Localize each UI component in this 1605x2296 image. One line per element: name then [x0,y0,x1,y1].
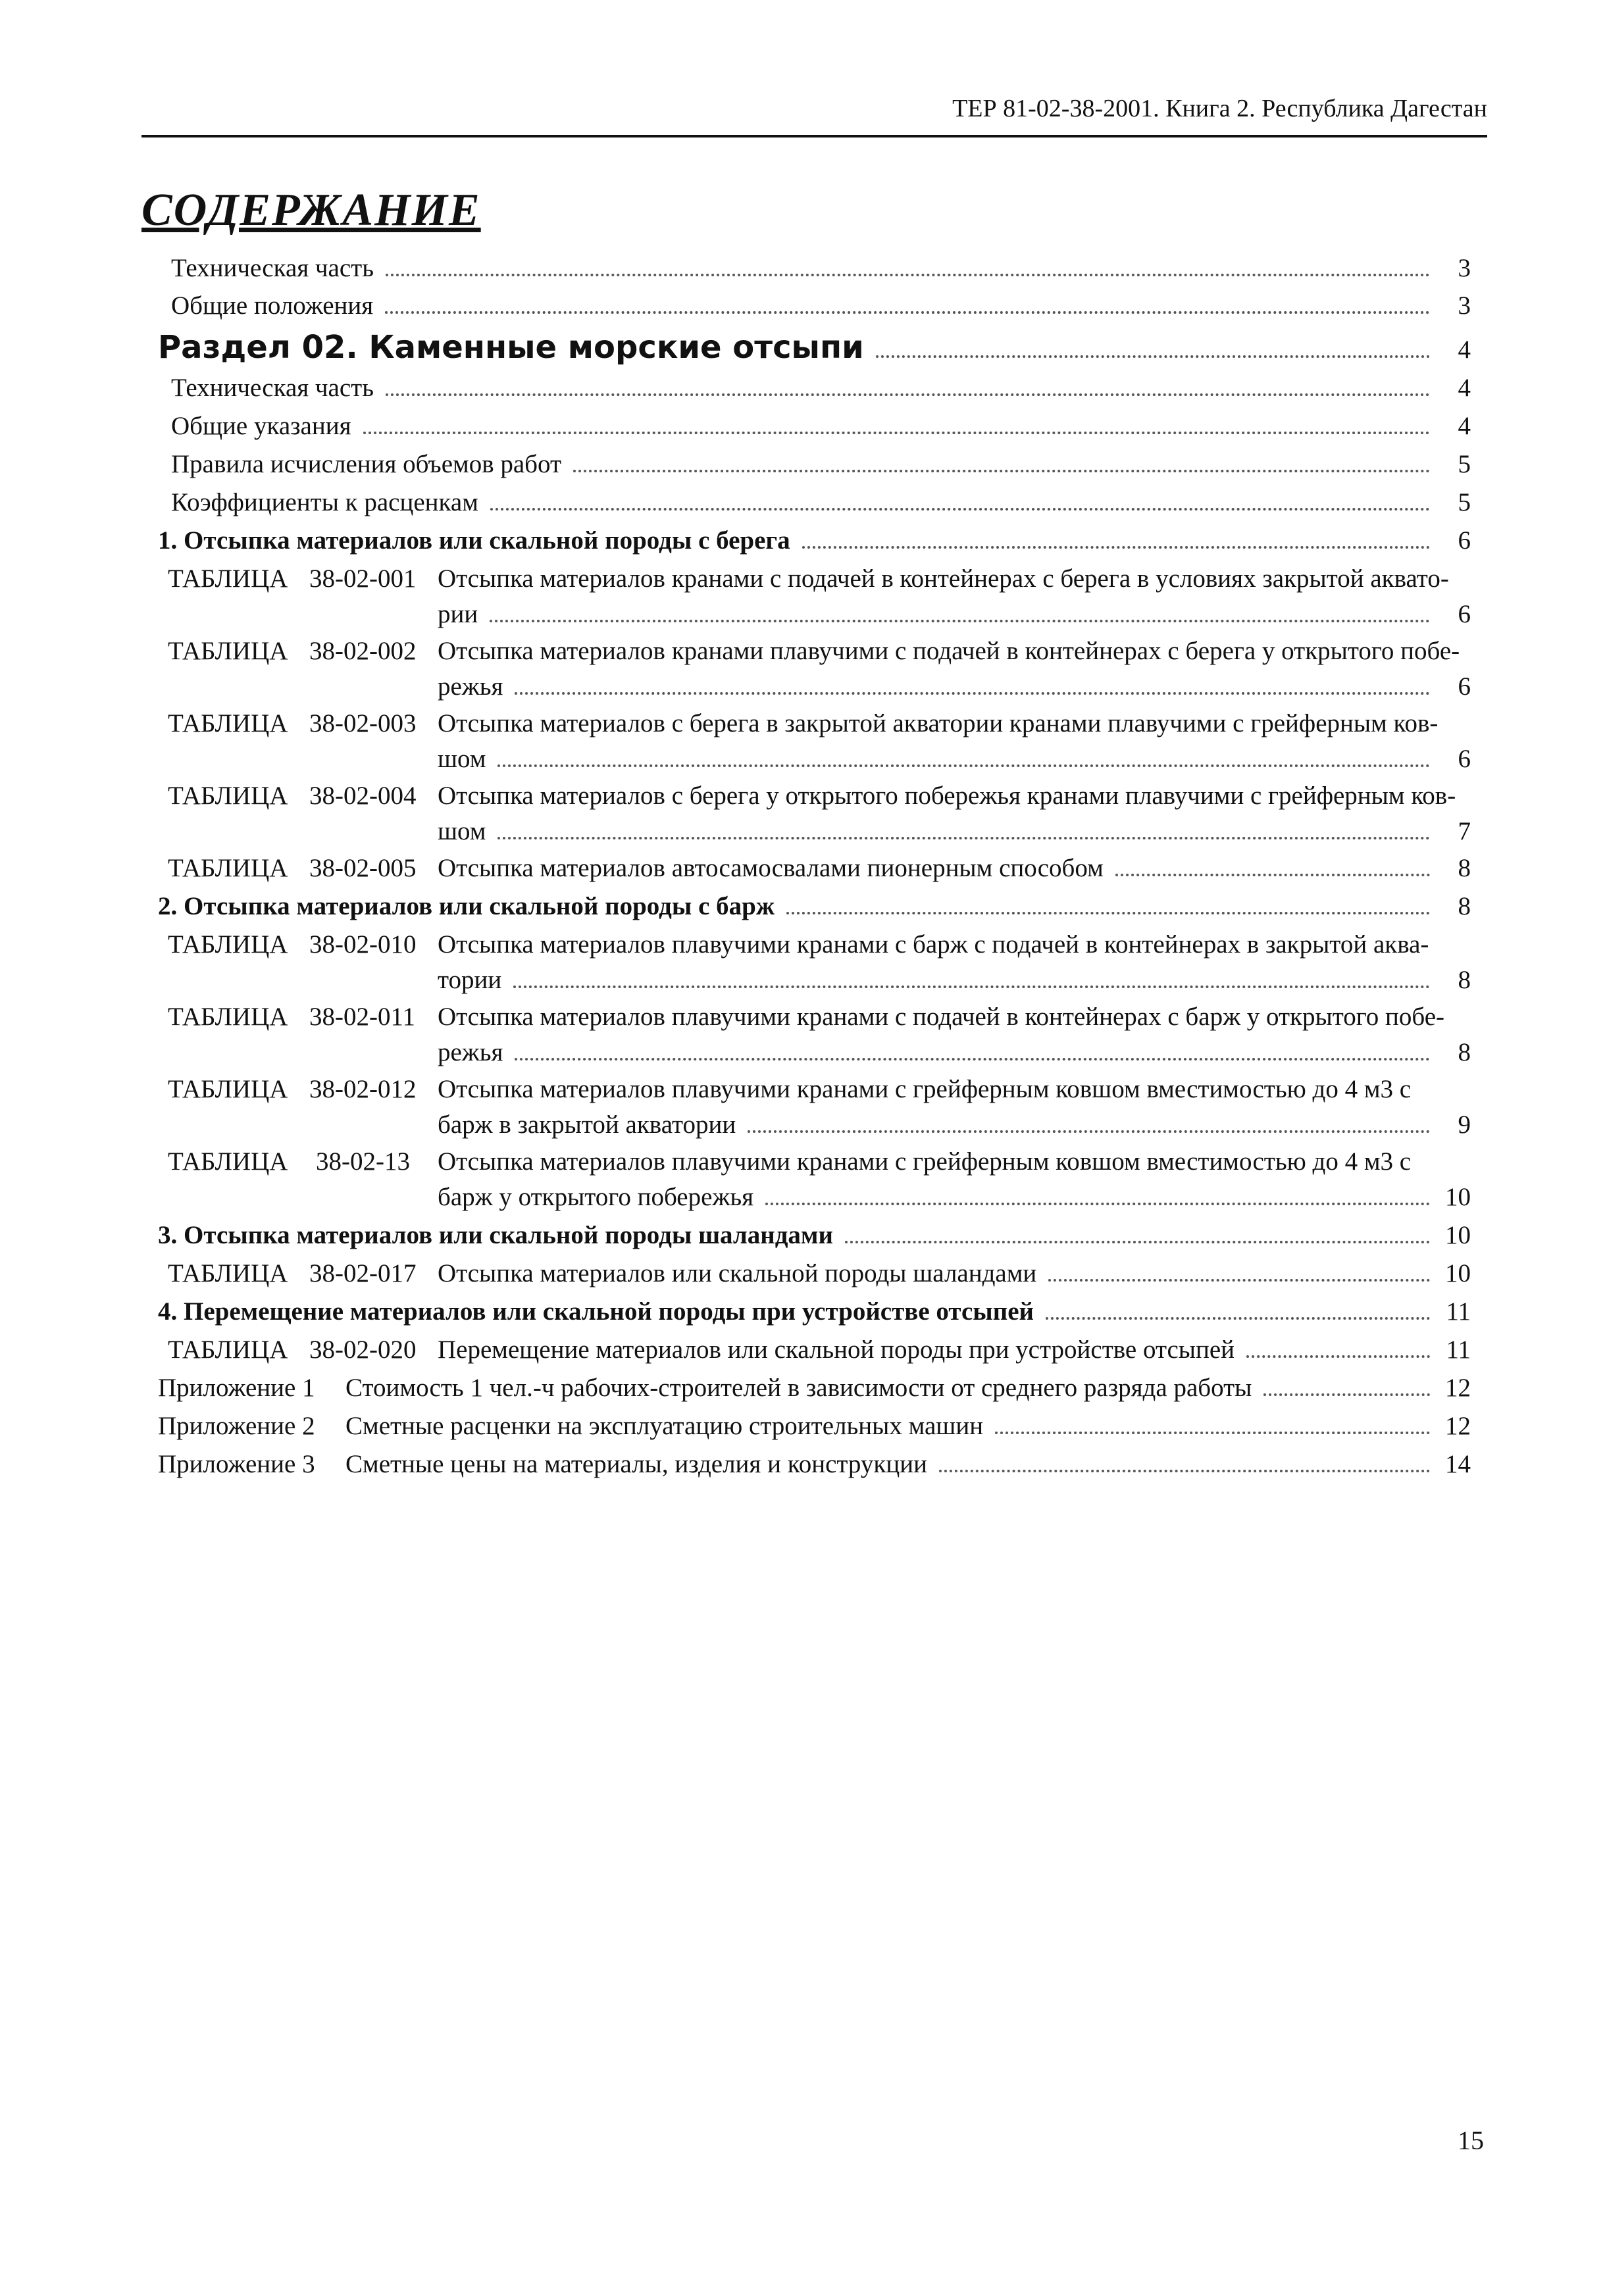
table-code: 38-02-13 [316,1147,410,1176]
table-prefix: ТАБЛИЦА [168,1335,288,1364]
table-title-line2: тории 8 [438,966,1471,994]
table-code: 38-02-017 [309,1259,417,1287]
table-prefix: ТАБЛИЦА [168,709,288,737]
table-prefix: ТАБЛИЦА [168,1259,288,1287]
running-header: ТЕР 81-02-38-2001. Книга 2. Республика Дагестан [141,82,1487,137]
page-number: 15 [1458,2126,1484,2155]
toc-entry: Общие указания 4 [171,412,1471,440]
table-code: 38-02-003 [309,709,417,737]
table-title-line2: шом 6 [438,745,1471,773]
table-prefix: ТАБЛИЦА [168,1075,288,1103]
toc-entry: Техническая часть 4 [171,374,1471,402]
table-prefix: ТАБЛИЦА [168,782,288,810]
table-title-line1: Отсыпка материалов кранами плавучими с подачей в контейнерах с берега у открытого побе- [438,637,1460,665]
page-title: СОДЕРЖАНИЕ [141,185,481,236]
table-title-line2: режья 8 [438,1038,1471,1066]
table-title-line2: режья 6 [438,672,1471,701]
appendix-entry: Стоимость 1 чел.-ч рабочих-строителей в зависимости от среднего разряда работы 12 [345,1374,1471,1402]
toc-subsection: 1. Отсыпка материалов или скальной породы с берега 6 [158,526,1471,555]
table-title-line1: Отсыпка материалов плавучими кранами с барж с подачей в контейнерах в закрытой аква- [438,930,1429,959]
toc-section-heading: Раздел 02. Каменные морские отсыпи 4 [158,329,1471,366]
table-title-line1: Отсыпка материалов с берега в закрытой акватории кранами плавучими с грейферным ков- [438,709,1439,737]
table-prefix: ТАБЛИЦА [168,1003,288,1031]
appendix-entry: Сметные расценки на эксплуатацию строительных машин 12 [345,1412,1471,1440]
toc-entry: Общие положения 3 [171,291,1471,320]
appendix-label: Приложение 1 [158,1374,315,1402]
table-prefix: ТАБЛИЦА [168,854,288,882]
table-title-line2: Перемещение материалов или скальной породы при устройстве отсыпей 11 [438,1335,1471,1364]
table-code: 38-02-005 [309,854,417,882]
appendix-label: Приложение 2 [158,1412,315,1440]
table-title-line1: Отсыпка материалов с берега у открытого побережья кранами плавучими с грейферным ков- [438,782,1456,810]
table-prefix: ТАБЛИЦА [168,637,288,665]
table-code: 38-02-004 [309,782,417,810]
appendix-entry: Сметные цены на материалы, изделия и конструкции 14 [345,1450,1471,1478]
table-title-line2: барж в закрытой акватории 9 [438,1111,1471,1139]
appendix-label: Приложение 3 [158,1450,315,1478]
table-code: 38-02-002 [309,637,417,665]
table-prefix: ТАБЛИЦА [168,1147,288,1176]
table-title-line2: шом 7 [438,817,1471,845]
table-title-line2: барж у открытого побережья 10 [438,1183,1471,1211]
table-code: 38-02-012 [309,1075,417,1103]
table-code: 38-02-010 [309,930,417,959]
table-title-line1: Отсыпка материалов кранами с подачей в контейнерах с берега в условиях закрытой аквато- [438,564,1449,593]
table-code: 38-02-001 [309,564,417,593]
table-title-line2: рии 6 [438,600,1471,628]
table-code: 38-02-020 [309,1335,417,1364]
table-prefix: ТАБЛИЦА [168,564,288,593]
table-title-line1: Отсыпка материалов плавучими кранами с подачей в контейнерах с барж у открытого побе- [438,1003,1445,1031]
table-title-line1: Отсыпка материалов плавучими кранами с грейферным ковшом вместимостью до 4 м3 с [438,1147,1412,1176]
table-title-line1: Отсыпка материалов плавучими кранами с грейферным ковшом вместимостью до 4 м3 с [438,1075,1412,1103]
toc-entry: Коэффициенты к расценкам 5 [171,488,1471,516]
toc-subsection: 3. Отсыпка материалов или скальной породы шаландами 10 [158,1221,1471,1249]
toc-entry: Правила исчисления объемов работ 5 [171,450,1471,478]
table-prefix: ТАБЛИЦА [168,930,288,959]
table-code: 38-02-011 [309,1003,416,1031]
table-title-line2: Отсыпка материалов или скальной породы шаландами 10 [438,1259,1471,1287]
toc-subsection: 2. Отсыпка материалов или скальной породы с барж 8 [158,892,1471,920]
toc-entry: Техническая часть 3 [171,254,1471,282]
table-title-line2: Отсыпка материалов автосамосвалами пионерным способом 8 [438,854,1471,882]
toc-subsection: 4. Перемещение материалов или скальной породы при устройстве отсыпей 11 [158,1297,1471,1326]
